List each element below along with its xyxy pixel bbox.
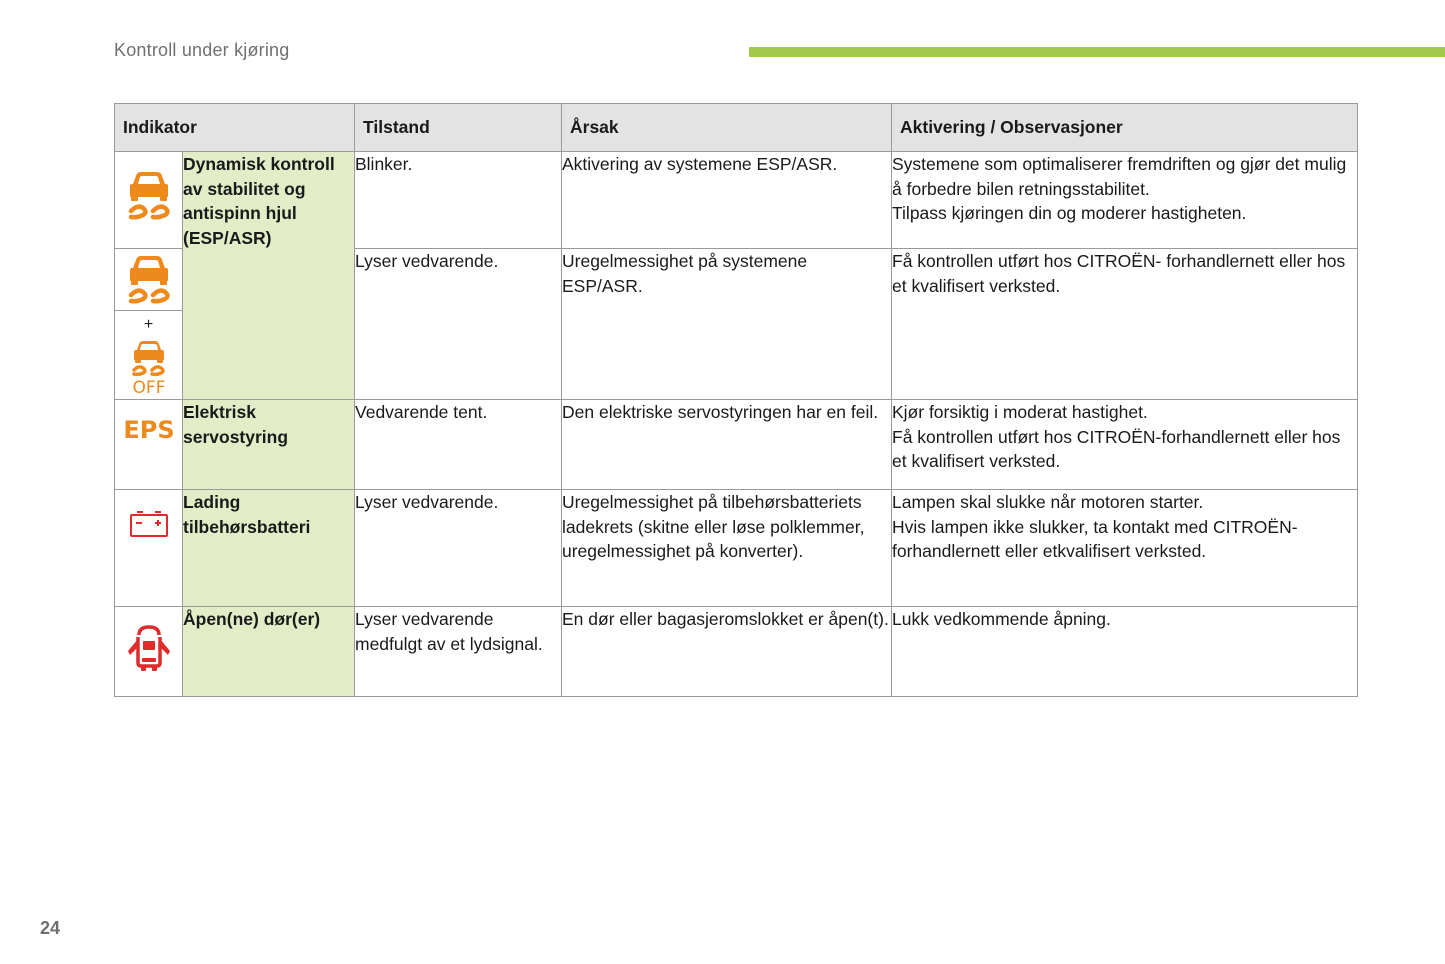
action-line: Kjør forsiktig i moderat hastighet. (892, 402, 1148, 422)
action-line: Lampen skal slukke når motoren starter. (892, 492, 1204, 512)
column-header-indicator: Indikator (115, 104, 355, 152)
table-row-open-door (115, 607, 1358, 697)
eps-label: EPS (122, 416, 175, 444)
state-cell: Lyser vedvarende. (355, 249, 562, 400)
state-cell: Lyser vedvarende medfulgt av et lydsignal. (355, 607, 562, 697)
table-row-battery (115, 490, 1358, 607)
eps-icon (123, 414, 175, 444)
cause-cell: En dør eller bagasjeromslokket er åpen(t). (562, 607, 892, 697)
table-header-row (115, 104, 1358, 152)
column-header-action: Aktivering / Observasjoner (892, 104, 1358, 152)
indicator-name-open-door: Åpen(ne) dør(er) (183, 607, 355, 697)
action-line: Lukk vedkommende åpning. (892, 609, 1111, 629)
column-header-cause: Årsak (562, 104, 892, 152)
action-cell (892, 607, 1358, 697)
icon-cell (115, 490, 183, 607)
action-line: Tilpass kjøringen din og moderer hastigheten. (892, 203, 1247, 223)
table-row-esp-blinking (115, 152, 1358, 249)
action-cell (892, 249, 1358, 400)
action-cell (892, 490, 1358, 607)
esp-skid-car-icon (126, 170, 172, 220)
page-number: 24 (40, 918, 61, 938)
open-door-car-icon (125, 621, 173, 673)
icon-cell (115, 311, 183, 400)
action-line: Få kontrollen utført hos CITROËN- forhandlernett eller hos et kvalifisert verksted. (892, 251, 1346, 296)
table-row-eps (115, 400, 1358, 490)
cause-cell: Den elektriske servostyringen har en feil. (562, 400, 892, 490)
cause-cell: Aktivering av systemene ESP/ASR. (562, 152, 892, 249)
action-line: Systemene som optimaliserer fremdriften og gjør det mulig å forbedre bilen retningsstabilitet. (892, 154, 1347, 199)
icon-cell (115, 607, 183, 697)
indicator-name-esp: Dynamisk kontroll av stabilitet og antispinn hjul (ESP/ASR) (183, 152, 355, 400)
state-cell: Lyser vedvarende. (355, 490, 562, 607)
plus-sign: + (143, 316, 154, 333)
state-cell: Vedvarende tent. (355, 400, 562, 490)
action-cell (892, 400, 1358, 490)
column-header-state: Tilstand (355, 104, 562, 152)
icon-cell (115, 152, 183, 249)
esp-off-icon (129, 339, 169, 395)
accent-bar (749, 47, 1445, 57)
indicator-name-eps: Elektrisk servostyring (183, 400, 355, 490)
icon-cell (115, 400, 183, 490)
icon-cell (115, 249, 183, 311)
cause-cell: Uregelmessighet på systemene ESP/ASR. (562, 249, 892, 400)
cause-cell: Uregelmessighet på tilbehørsbatteriets ladekrets (skitne eller løse polklemmer, uregelmessighet på konverter). (562, 490, 892, 607)
indicator-name-battery: Lading tilbehørsbatteri (183, 490, 355, 607)
esp-skid-car-icon (126, 254, 172, 304)
state-cell: Blinker. (355, 152, 562, 249)
section-title: Kontroll under kjøring (114, 40, 290, 60)
esp-off-label: OFF (132, 378, 165, 395)
indicator-table (114, 103, 1358, 697)
battery-icon (129, 510, 169, 538)
action-line: Hvis lampen ikke slukker, ta kontakt med CITROËN-forhandlernett eller etkvalifisert verksted. (892, 516, 1298, 561)
action-line: Få kontrollen utført hos CITROËN-forhandlernett eller hos et kvalifisert verksted. (892, 426, 1341, 471)
action-cell (892, 152, 1358, 249)
